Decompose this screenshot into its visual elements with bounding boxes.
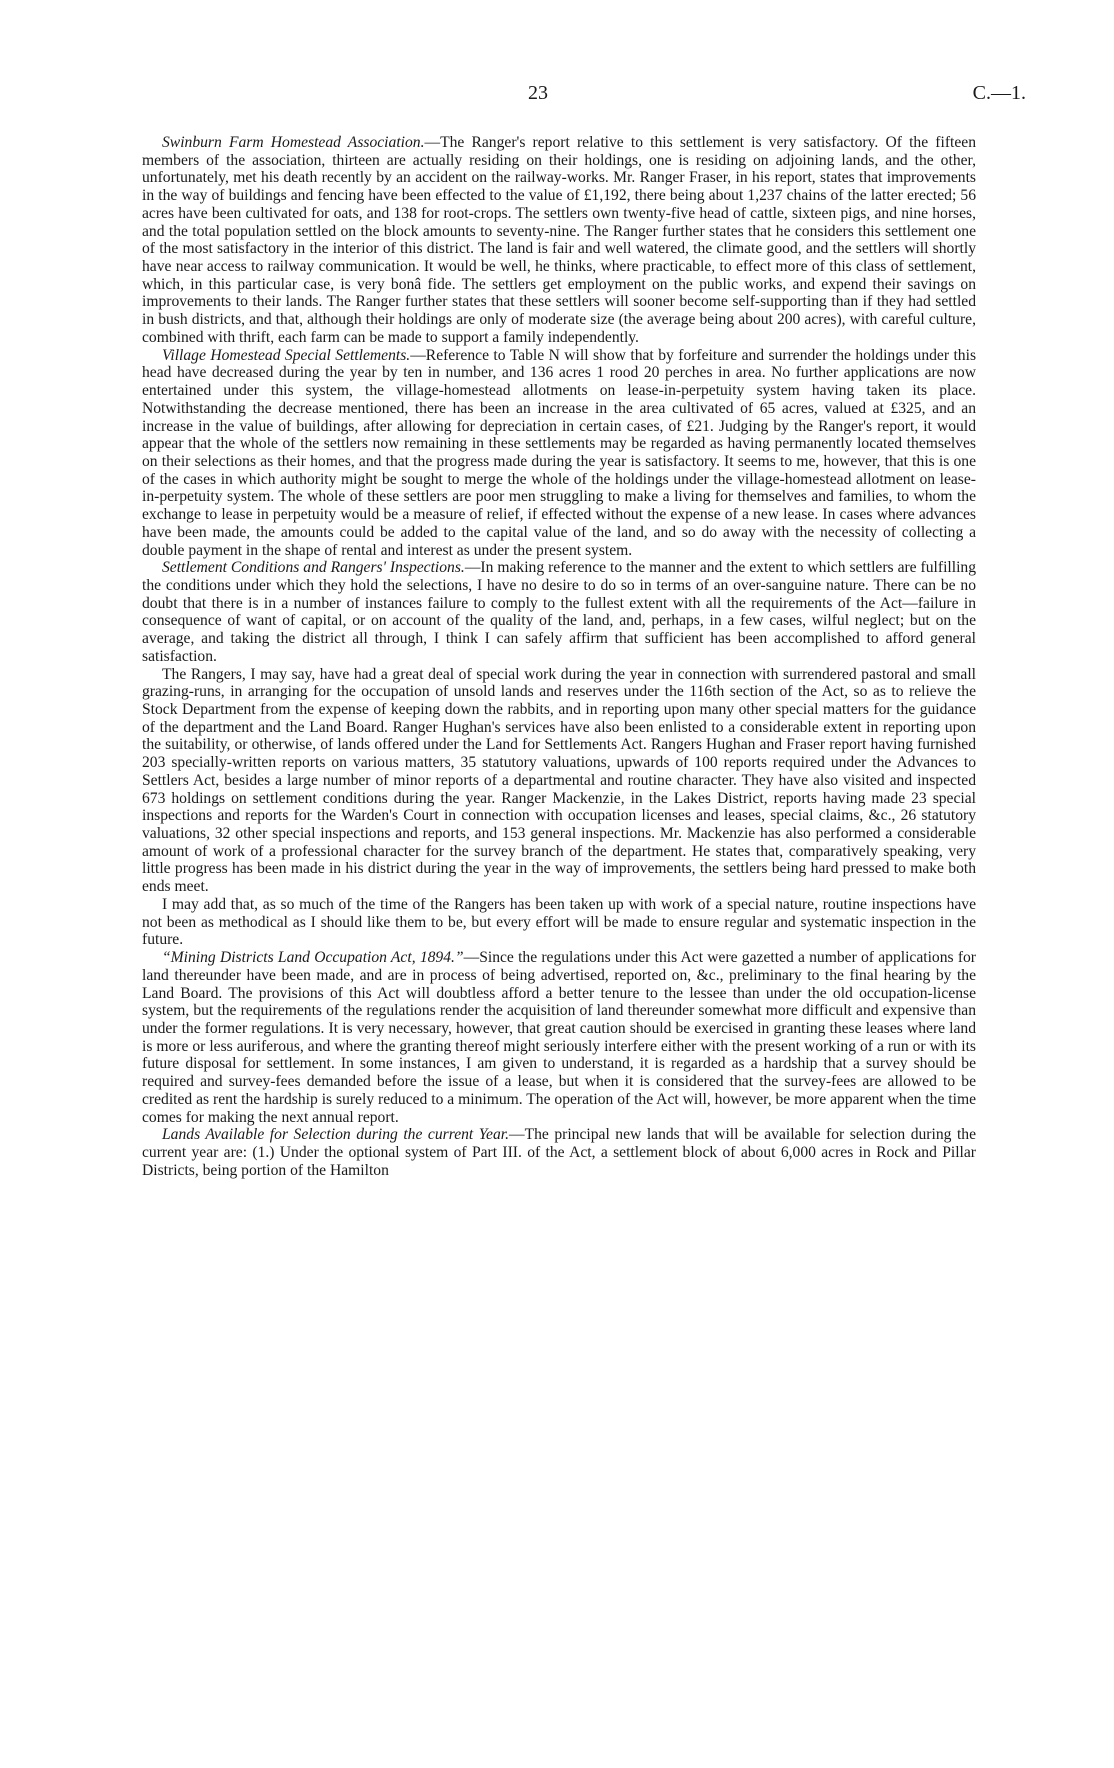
document-body xyxy=(142,134,976,1179)
page-number: 23 xyxy=(528,82,548,104)
paragraph-routine-inspections xyxy=(142,896,976,949)
paragraph-text: —The principal new lands that will be available for selection during the current year are: (1.) Under the optional system of Part III. of the Act, a settlement block of about 6,000 acres in Rock and Pillar Districts, being portion of the Hamilton xyxy=(142,1126,976,1179)
section-heading: Village Homestead Special Settlements. xyxy=(162,346,411,364)
paragraph-rangers-work xyxy=(142,666,976,896)
section-heading: “Mining Districts Land Occupation Act, 1894.” xyxy=(162,949,464,967)
paragraph-mining-districts xyxy=(142,949,976,1126)
paragraph-text: I may add that, as so much of the time of the Rangers has been taken up with work of a special nature, routine inspections have not been as methodical as I should like them to be, but every effort will be made to ensure regular and systematic inspection in the future. xyxy=(142,895,976,949)
paragraph-text: —The Ranger's report relative to this settlement is very satisfactory. Of the fifteen members of the association, thirteen are actually residing on their holdings, one is residing on adjoining lands, and the other, unfortunately, met his death recently by an accident on the railway-works. Mr. Ranger Fraser, in his report, states that improvements in the way of buildings and fencing have been effected to the value of £1,192, there being about 1,237 chains of the latter erected; 56 acres have been cultivated for oats, and 138 for root-crops. The settlers own twenty-five head of cattle, sixteen pigs, and nine horses, and the total population settled on the block amounts to seventy-nine. The Ranger further states that he considers this settlement one of the most satisfactory in the interior of this district. The land is fair and well watered, the climate good, and the settlers will shortly have near access to railway communication. It would be well, he thinks, where practicable, to effect more of this class of settlement, which, in this particular case, is very bonâ fide. The settlers get employment on the public works, and expend their savings on improvements to their lands. The Ranger further states that these settlers will sooner become self-supporting than if they had settled in bush districts, and that, although their holdings are only of moderate size (the average being about 200 acres), with careful culture, combined with thrift, each farm can be made to support a family independently. xyxy=(142,134,976,346)
paragraph-settlement-conditions xyxy=(142,559,976,665)
page-header xyxy=(0,82,1114,112)
document-code: C.—1. xyxy=(972,82,1026,104)
paragraph-swinburn xyxy=(142,134,976,347)
paragraph-village-homestead xyxy=(142,347,976,560)
paragraph-text: —Since the regulations under this Act were gazetted a number of applications for land thereunder have been made, and are in process of being advertised, reported on, &c., preliminary to the final hearing by the Land Board. The provisions of this Act will doubtless afford a better tenure to the lessee than under the old occupation-license system, but the requirements of the regulations render the acquisition of land thereunder somewhat more difficult and expensive than under the former regulations. It is very necessary, however, that great caution should be exercised in granting these leases where land is more or less auriferous, and where the granting thereof might seriously interfere either with the present working of a run or with its future disposal for settlement. In some instances, I am given to understand, it is regarded as a hardship that a survey should be required and survey-fees demanded before the issue of a lease, but when it is considered that the survey-fees are allowed to be credited as rent the hardship is surely reduced to a minimum. The operation of the Act will, however, be more apparent when the time comes for making the next annual report. xyxy=(142,949,976,1126)
section-heading: Swinburn Farm Homestead Association. xyxy=(162,134,425,151)
paragraph-text: —Reference to Table N will show that by forfeiture and surrender the holdings under this head have decreased during the year by ten in number, and 136 acres 1 rood 20 perches in area. No further applications are now entertained under this system, the village-homestead allotments on lease-in-perpetuity system having taken its place. Notwithstanding the decrease mentioned, there has been an increase in the area cultivated of 65 acres, valued at £325, and an increase in the value of buildings, after allowing for depreciation in certain cases, of £21. Judging by the Ranger's report, it would appear that the whole of the settlers now remaining in these settlements may be regarded as having permanently located themselves on their selections as their homes, and that the progress made during the year is satisfactory. It seems to me, however, that this is one of the cases in which authority might be sought to merge the whole of the holdings under the village-homestead allotment on lease-in-perpetuity system. The whole of these settlers are poor men struggling to make a living for themselves and families, to whom the exchange to lease in perpetuity would be a measure of relief, if effected without the expense of a new lease. In cases where advances have been made, the amounts could be added to the capital value of the land, and so do away with the necessity of collecting a double payment in the shape of rental and interest as under the present system. xyxy=(142,346,977,559)
paragraph-text: The Rangers, I may say, have had a great deal of special work during the year in connection with surrendered pastoral and small grazing-runs, in arranging for the occupation of unsold lands and reserves under the 116th section of the Act, so as to relieve the Stock Department from the expense of keeping down the rabbits, and in reporting upon many other special matters for the guidance of the department and the Land Board. Ranger Hughan's services have also been enlisted to a considerable extent in reporting upon the suitability, or otherwise, of lands offered under the Land for Settlements Act. Rangers Hughan and Fraser report having furnished 203 specially-written reports on various matters, 35 statutory valuations, upwards of 100 reports required under the Advances to Settlers Act, besides a large number of minor reports of a departmental and routine character. They have also visited and inspected 673 holdings on settlement conditions during the year. Ranger Mackenzie, in the Lakes District, reports having made 23 special inspections and reports for the Warden's Court in connection with occupation licenses and leases, special claims, &c., 26 statutory valuations, 32 other special inspections and reports, and 153 general inspections. Mr. Mackenzie has also performed a considerable amount of work of a professional character for the survey branch of the department. He states that, comparatively speaking, very little progress has been made in his district during the year in the way of improvements, the settlers being hard pressed to make both ends meet. xyxy=(142,665,976,896)
section-heading: Settlement Conditions and Rangers' Inspections. xyxy=(162,559,465,577)
section-heading: Lands Available for Selection during the current Year. xyxy=(162,1126,509,1144)
paragraph-lands-available xyxy=(142,1126,976,1179)
paragraph-text: —In making reference to the manner and the extent to which settlers are fulfilling the conditions under which they hold the selections, I have no desire to do so in terms of an over-sanguine nature. There can be no doubt that there is in a number of instances failure to comply to the fullest extent with all the requirements of the Act—failure in consequence of want of capital, or on account of the quality of the land, and, perhaps, in a few cases, wilful neglect; but on the average, and taking the district all through, I think I can safely affirm that sufficient has been accomplished to afford general satisfaction. xyxy=(142,559,976,665)
